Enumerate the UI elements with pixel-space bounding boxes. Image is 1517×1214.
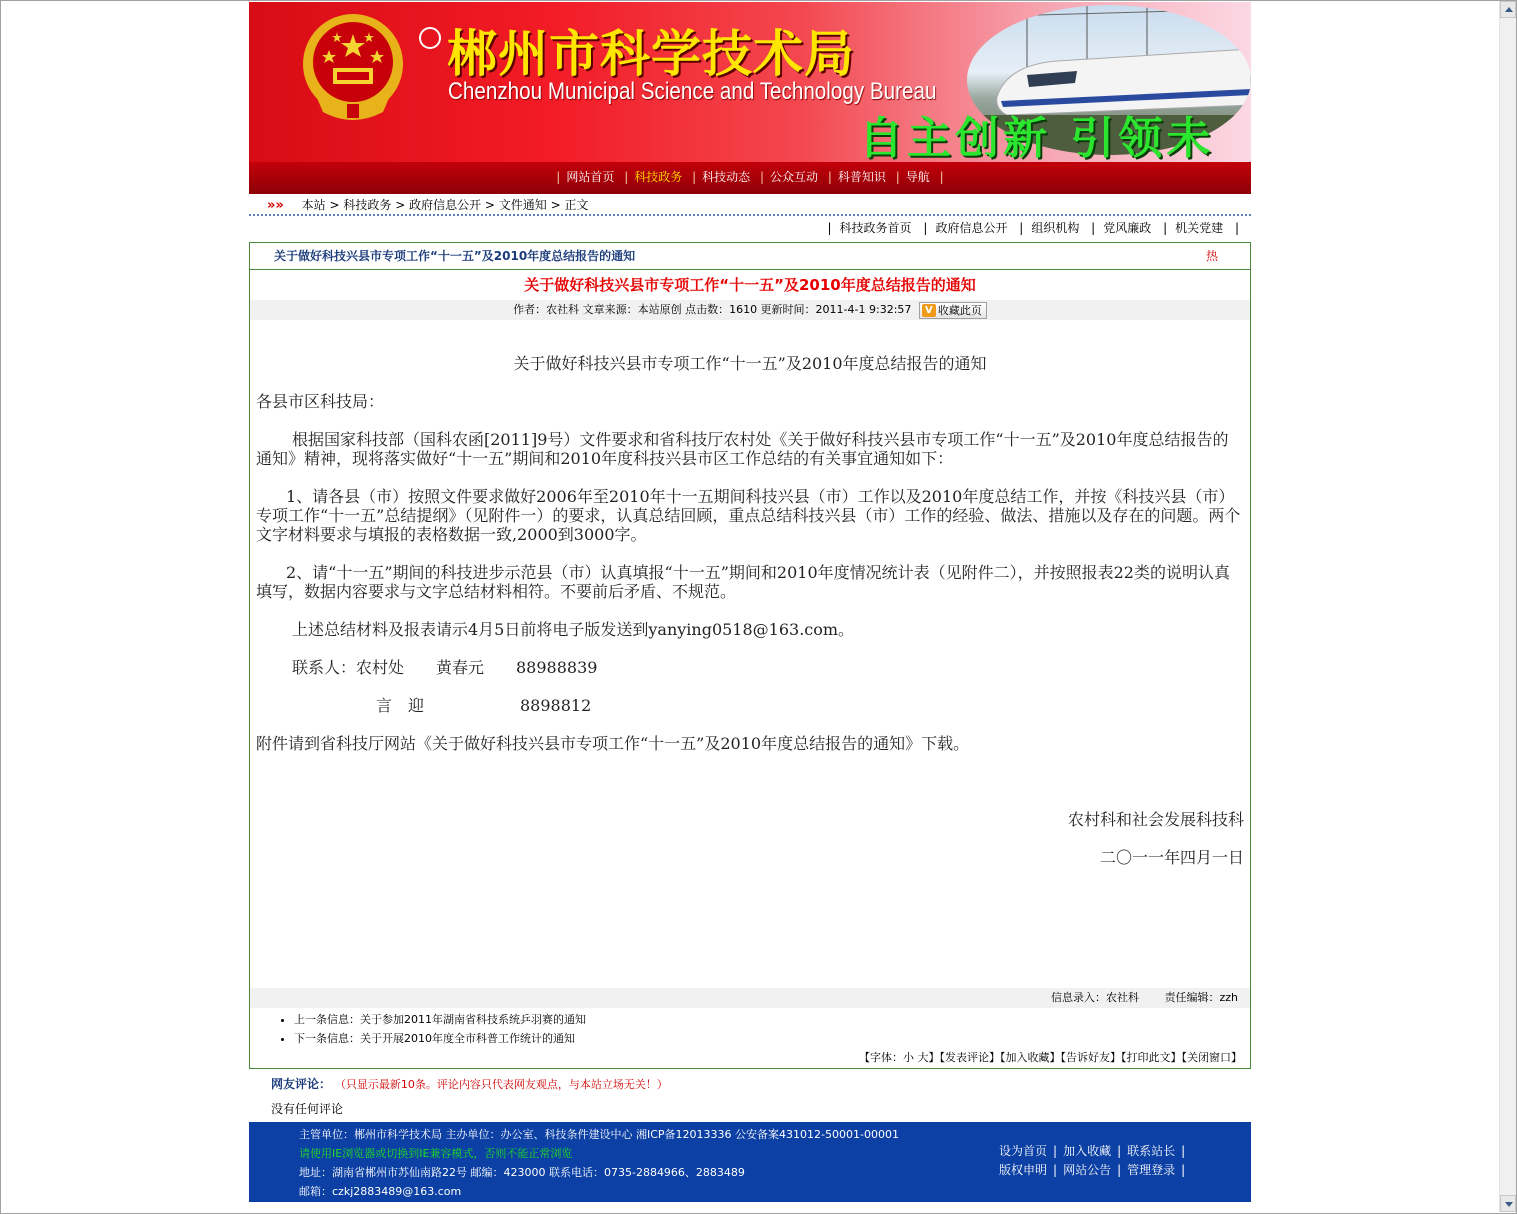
nav-divider: | [692,170,697,184]
breadcrumb-sep: > [550,198,565,212]
article-body [250,320,1250,988]
bookmark-page-button[interactable] [919,302,987,319]
article-title: 关于做好科技兴县市专项工作“十一五”及2010年度总结报告的通知 [524,276,976,294]
arrow-down-icon [1505,1202,1513,1207]
paragraph-3: 2、请“十一五”期间的科技进步示范县（市）认真填报“十一五”期间和2010年度情况统计表（见附件二），并按照报表22类的说明认真填写，数据内容要求与文字总结材料相符。不要前后矛盾、不规范。 [256,563,1230,601]
arrow-up-icon [1505,7,1513,12]
subnav-affairs-home[interactable]: 科技政务首页 [839,221,912,235]
article-meta [250,300,1250,320]
bookmark-icon: V [922,304,936,317]
page [249,2,1251,1202]
breadcrumb-gov-info[interactable]: 政府信息公开 [409,198,482,212]
next-article-link[interactable]: 关于开展2010年度全市科普工作统计的通知 [360,1032,575,1045]
hot-badge: 热 [1205,249,1218,263]
prev-article-link[interactable]: 关于参加2011年湖南省科技系统乒羽赛的通知 [360,1013,586,1026]
subnav-divider: | [1091,221,1096,235]
subnav-divider: | [1019,221,1024,235]
salutation: 各县市区科技局： [256,392,385,411]
footer-email: 邮箱：czkj2883489@163.com [299,1185,462,1198]
paragraph-4: 上述总结材料及报表请示4月5日前将电子版发送到yanying0518@163.com。 [292,620,855,639]
bookmark-label: 收藏此页 [937,303,982,317]
breadcrumb-sep: > [395,198,410,212]
footer-address: 地址：湖南省郴州市苏仙南路22号 邮编：423000 联系电话：0735-2884966、2883489 [299,1166,745,1179]
prev-article [294,1010,1250,1029]
article-meta-text: 作者：农社科 文章来源：本站原创 点击数：1610 更新时间：2011-4-1 9:32:57 [513,303,912,316]
signature-date: 二〇一一年四月一日 [1099,848,1244,867]
footer-links [999,1142,1191,1180]
subnav-divider: | [1163,221,1168,235]
article-body-title: 关于做好科技兴县市专项工作“十一五”及2010年度总结报告的通知 [513,354,987,373]
nav-divider: | [827,170,832,184]
nav-sci-news[interactable]: 科技动态 [702,170,751,184]
comments-note: （只显示最新10条。评论内容只代表网友观点，与本站立场无关！） [334,1078,668,1091]
national-emblem-icon [299,8,407,126]
nav-sci-affairs[interactable]: 科技政务 [634,170,683,184]
breadcrumb [249,194,1251,216]
prev-next-list [250,1008,1250,1048]
breadcrumb-sep: > [329,198,344,212]
nav-popular-science[interactable]: 科普知识 [837,170,886,184]
section-subnav [249,216,1251,240]
breadcrumb-notices[interactable]: 文件通知 [498,198,547,212]
footer-divider: | [1181,1163,1186,1177]
breadcrumb-sci-affairs[interactable]: 科技政务 [343,198,392,212]
no-comments-text: 没有任何评论 [271,1102,344,1116]
footer-divider: | [1053,1144,1058,1158]
breadcrumb-site[interactable]: 本站 [301,198,326,212]
attachment-note: 附件请到省科技厅网站《关于做好科技兴县市专项工作“十一五”及2010年度总结报告的通知》下载。 [256,734,970,753]
breadcrumb-sep: > [484,198,499,212]
copyright-link[interactable]: 版权申明 [999,1163,1048,1177]
contact-line-1: 联系人：农村处 黄春元 88988839 [292,658,598,677]
decorative-circle [419,27,441,49]
article-box [249,242,1251,1069]
footer-divider: | [1181,1144,1186,1158]
subnav-divider: | [1234,221,1239,235]
footer-browser-note: 请使用IE浏览器或切换到IE兼容模式，否则不能正常浏览 [299,1147,573,1160]
nav-navigation[interactable]: 导航 [905,170,930,184]
subnav-integrity[interactable]: 党风廉政 [1103,221,1152,235]
add-favorite-link[interactable]: 加入收藏 [1063,1144,1112,1158]
article-header-bar [250,243,1250,270]
admin-login-link[interactable]: 管理登录 [1127,1163,1176,1177]
editor-info: 信息录入：农社科 责任编辑：zzh [250,988,1250,1008]
main-nav [249,162,1251,194]
subnav-party[interactable]: 机关党建 [1175,221,1224,235]
paragraph-1: 根据国家科技部（国科农函[2011]9号）文件要求和省科技厅农村处《关于做好科技兴县市专项工作“十一五”及2010年度总结报告的通知》精神，现将落实做好“十一五”期间和2010年度科技兴县市区工作总结的有关事宜通知如下： [256,430,1229,468]
paragraph-2: 1、请各县（市）按照文件要求做好2006年至2010年十一五期间科技兴县（市）工作以及2010年度总结工作，并按《科技兴县（市）专项工作“十一五”总结提纲》（见附件一）的要求，认真总结回顾，重点总结科技兴县（市）工作的经验、做法、措施以及存在的问题。两个文字材料要求与填报的表格数据一致,2000到3000字。 [256,487,1241,544]
footer-owner: 主管单位：郴州市科学技术局 主办单位：办公室、科技条件建设中心 湘ICP备12013336 公安备案431012-50001-00001 [299,1128,899,1141]
nav-public-interaction[interactable]: 公众互动 [770,170,819,184]
nav-divider: | [556,170,561,184]
footer-divider: | [1117,1144,1122,1158]
contact-line-2: 言 迎 8898812 [376,696,592,715]
nav-divider: | [939,170,944,184]
nav-divider: | [895,170,900,184]
vertical-scrollbar[interactable] [1499,1,1516,1212]
nav-divider: | [759,170,765,184]
comments-header [249,1075,1251,1092]
nav-divider: | [624,170,629,184]
footer-divider: | [1117,1163,1122,1177]
scroll-up-button[interactable] [1500,1,1516,18]
footer-divider: | [1053,1163,1058,1177]
next-label: 下一条信息： [294,1032,360,1045]
scroll-down-button[interactable] [1500,1195,1516,1212]
contact-admin-link[interactable]: 联系站长 [1127,1144,1176,1158]
article-header-title: 关于做好科技兴县市专项工作“十一五”及2010年度总结报告的通知 [274,249,636,263]
set-homepage-link[interactable]: 设为首页 [999,1144,1048,1158]
subnav-divider: | [923,221,928,235]
comments-label: 网友评论： [271,1077,332,1091]
article-tools[interactable]: 【字体：小 大】【发表评论】【加入收藏】【告诉好友】【打印此文】【关闭窗口】 [859,1051,1242,1064]
footer [249,1122,1251,1202]
site-notice-link[interactable]: 网站公告 [1063,1163,1112,1177]
prev-label: 上一条信息： [294,1013,360,1026]
signature-org: 农村科和社会发展科技科 [1067,810,1244,829]
nav-home[interactable]: 网站首页 [566,170,615,184]
next-article [294,1029,1250,1048]
slogan: 自主创新 引领未 [859,113,1215,162]
site-title: 郴州市科学技术局 [447,25,855,83]
breadcrumb-current: 正文 [564,198,589,212]
double-arrow-icon: »» [267,198,284,213]
site-subtitle-en: Chenzhou Municipal Science and Technology Bureau [448,78,937,105]
header-banner [249,2,1251,162]
subnav-organization[interactable]: 组织机构 [1031,221,1080,235]
subnav-gov-info[interactable]: 政府信息公开 [935,221,1008,235]
subnav-divider: | [827,221,832,235]
